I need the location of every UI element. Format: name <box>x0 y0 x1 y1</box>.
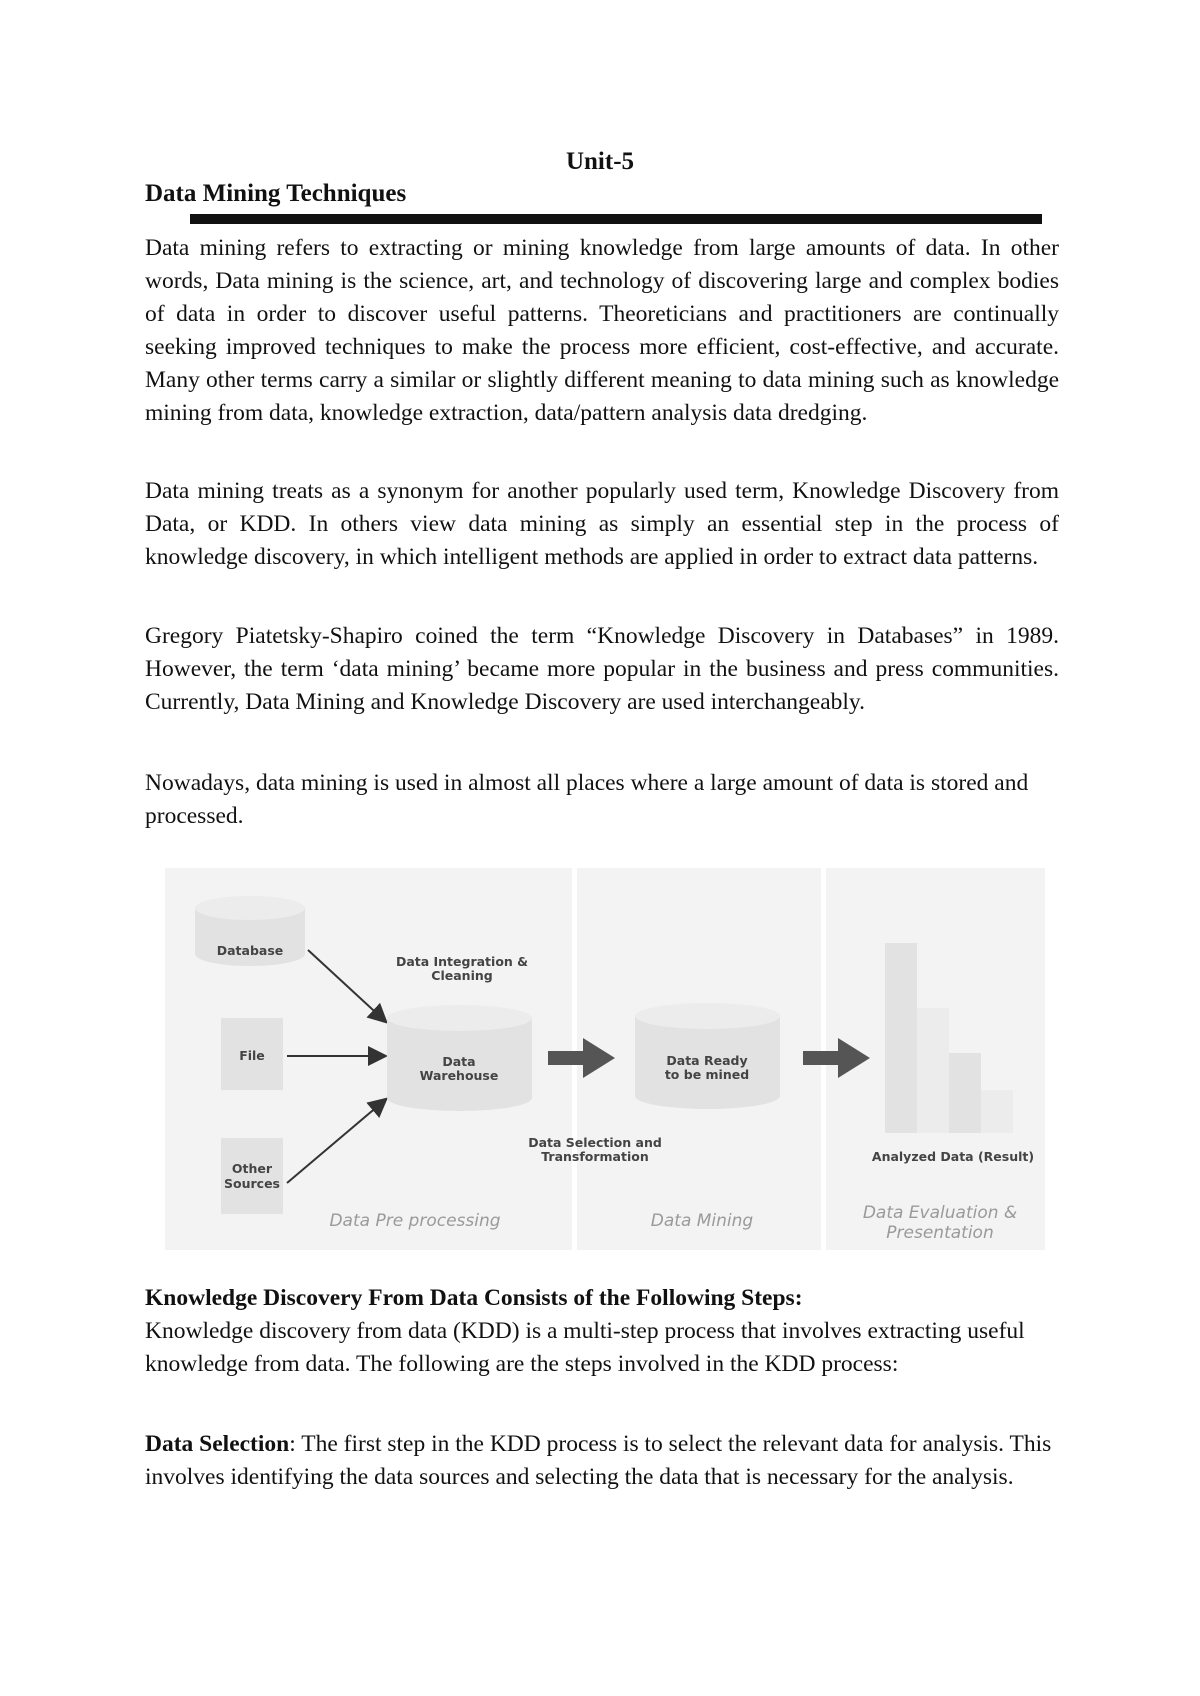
source-database-label: Database <box>216 943 284 958</box>
source-other-label-line1: Other <box>231 1161 273 1176</box>
integration-label-line1: Data Integration & <box>395 954 529 969</box>
usage-paragraph <box>145 767 1059 833</box>
intro-paragraph <box>145 232 1059 430</box>
result-bar-1 <box>885 943 917 1133</box>
ready-label-line1: Data Ready <box>666 1053 748 1068</box>
phase-evaluation-label-line2: Presentation <box>886 1223 994 1243</box>
kdd-synonym-paragraph <box>145 475 1059 574</box>
result-bar-2 <box>917 1008 949 1133</box>
warehouse-label-line1: Data <box>442 1054 476 1069</box>
title-rule <box>190 214 1042 224</box>
data-selection-step <box>145 1428 1059 1494</box>
kdd-intro: Knowledge discovery from data (KDD) is a multi-step process that involves extracting useful knowledge from data. The following are the steps involved in the KDD process: <box>145 1318 1025 1377</box>
data-selection-text: : The first step in the KDD process is to select the relevant data for analysis. This involves identifying the data sources and selecting the data that is necessary for the analysis. <box>145 1431 1052 1490</box>
ready-label-line2: to be mined <box>664 1067 750 1082</box>
source-other-label-line2: Sources <box>224 1176 280 1191</box>
page-title: Data Mining Techniques <box>145 180 407 207</box>
kdd-heading: Knowledge Discovery From Data Consists of the Following Steps: <box>145 1285 803 1311</box>
paragraph-3: Gregory Piatetsky-Shapiro coined the term “Knowledge Discovery in Databases” in 1989. However, the term ‘data mining’ became more popular in the business and press communities. Currently, Data Mining and Knowledge Discovery are used interchangeably. <box>145 623 1059 715</box>
paragraph-4: Nowadays, data mining is used in almost all places where a large amount of data is stored and processed. <box>145 770 1029 829</box>
paragraph-2: Data mining treats as a synonym for another popularly used term, Knowledge Discovery from Data, or KDD. In others view data mining as simply an essential step in the process of knowledge discovery, in which intelligent methods are applied in order to extract data patterns. <box>145 478 1059 570</box>
paragraph-1: Data mining refers to extracting or mining knowledge from large amounts of data. In other words, Data mining is the science, art, and technology of discovering large and complex bodies of data in order to discover useful patterns. Theoreticians and practitioners are continually seeking improved techniques to make the process more efficient, cost-effective, and accurate. Many other terms carry a similar or slightly different meaning to data mining such as knowledge mining from data, knowledge extraction, data/pattern analysis data dredging. <box>145 235 1059 426</box>
data-selection-paragraph <box>145 1428 1059 1494</box>
warehouse-label-line2: Warehouse <box>419 1068 499 1083</box>
unit-heading: Unit-5 <box>565 148 635 175</box>
data-selection-term: Data Selection <box>145 1431 290 1457</box>
phase-preprocessing-label: Data Pre processing <box>329 1211 501 1231</box>
selection-label-line2: Transformation <box>541 1149 649 1164</box>
history-paragraph <box>145 620 1059 719</box>
phase-mining-label: Data Mining <box>650 1211 754 1231</box>
source-file-label: File <box>239 1048 265 1063</box>
kdd-process-diagram <box>165 868 1045 1250</box>
result-bar-3 <box>949 1053 981 1133</box>
kdd-steps-section <box>145 1282 1059 1381</box>
result-bar-4 <box>981 1090 1013 1133</box>
analyzed-label: Analyzed Data (Result) <box>871 1149 1035 1164</box>
selection-label-line1: Data Selection and <box>528 1135 662 1150</box>
phase-evaluation-label-line1: Data Evaluation & <box>862 1203 1018 1223</box>
integration-label-line2: Cleaning <box>431 968 493 983</box>
